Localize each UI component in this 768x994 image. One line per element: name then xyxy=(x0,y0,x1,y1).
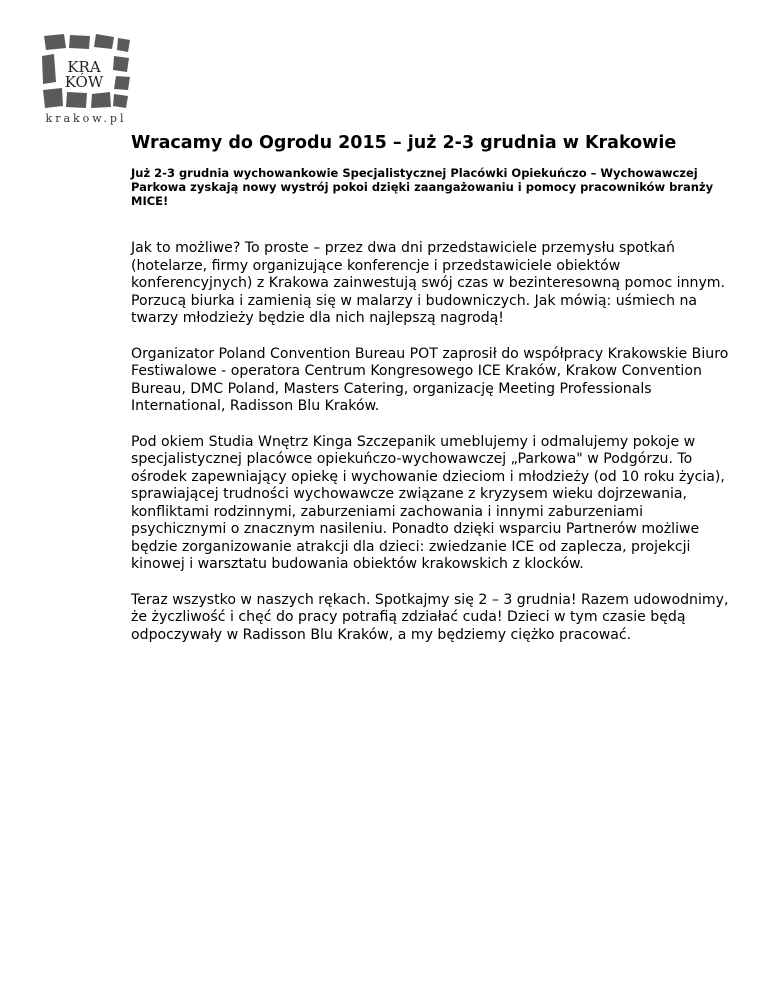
article-paragraph: Organizator Poland Convention Bureau POT zaprosił do współpracy Krakowskie Biuro Festiwalowe - operatora Centrum Kongresowego ICE Kraków, Krakow Convention Bureau, DMC Poland, Masters Catering, organizację Meeting Professionals International, Radisson Blu Kraków. xyxy=(131,345,729,414)
logo-site-name: krakow.pl xyxy=(45,112,127,125)
article-lead: Już 2-3 grudnia wychowankowie Specjalistycznej Placówki Opiekuńczo – Wychowawczej Parkowa zyskają nowy wystrój pokoi dzięki zaangażowaniu i pomocy pracowników branży MICE! xyxy=(131,166,714,208)
article xyxy=(131,130,741,644)
article-paragraph: Teraz wszystko w naszych rękach. Spotkajmy się 2 – 3 grudnia! Razem udowodnimy, że życzliwość i chęć do pracy potrafią zdziałać cuda! Dzieci w tym czasie będą odpoczywały w Radisson Blu Kraków, a my będziemy ciężko pracować. xyxy=(131,591,729,643)
krakow-logo xyxy=(40,32,132,128)
article-title: Wracamy do Ogrodu 2015 – już 2-3 grudnia w Krakowie xyxy=(131,133,677,153)
article-paragraph: Jak to możliwe? To proste – przez dwa dni przedstawiciele przemysłu spotkań (hotelarze, firmy organizujące konferencje i przedstawiciele obiektów konferencyjnych) z Krakowa zainwestują swój czas w bezinteresowną pomoc innym. Porzucą biurka i zamienią się w malarzy i budowniczych. Jak mówią: uśmiech na twarzy młodzieży będzie dla nich najlepszą nagrodą! xyxy=(131,240,726,326)
article-paragraph: Pod okiem Studia Wnętrz Kinga Szczepanik umeblujemy i odmalujemy pokoje w specjalistycznej placówce opiekuńczo-wychowawczej „Parkowa" w Podgórzu. To ośrodek zapewniający opiekę i wychowanie dzieciom i młodzieży (od 10 roku życia), sprawiającej trudności wychowawcze związane z kryzysem wieku dojrzewania, konfliktami rodzinnymi, zaburzeniami zachowania i innymi zaburzeniami psychicznymi o znacznym nasileniu. Ponadto dzięki wsparciu Partnerów możliwe będzie zorganizowanie atrakcji dla dzieci: zwiedzanie ICE od zaplecza, projekcji kinowej i warsztatu budowania obiektów krakowskich z klocków. xyxy=(131,433,725,572)
logo-wordmark-line1: KRA xyxy=(67,58,101,76)
krakow-logo-mark xyxy=(40,32,132,112)
logo-wordmark-line2: KÓW xyxy=(64,73,104,91)
